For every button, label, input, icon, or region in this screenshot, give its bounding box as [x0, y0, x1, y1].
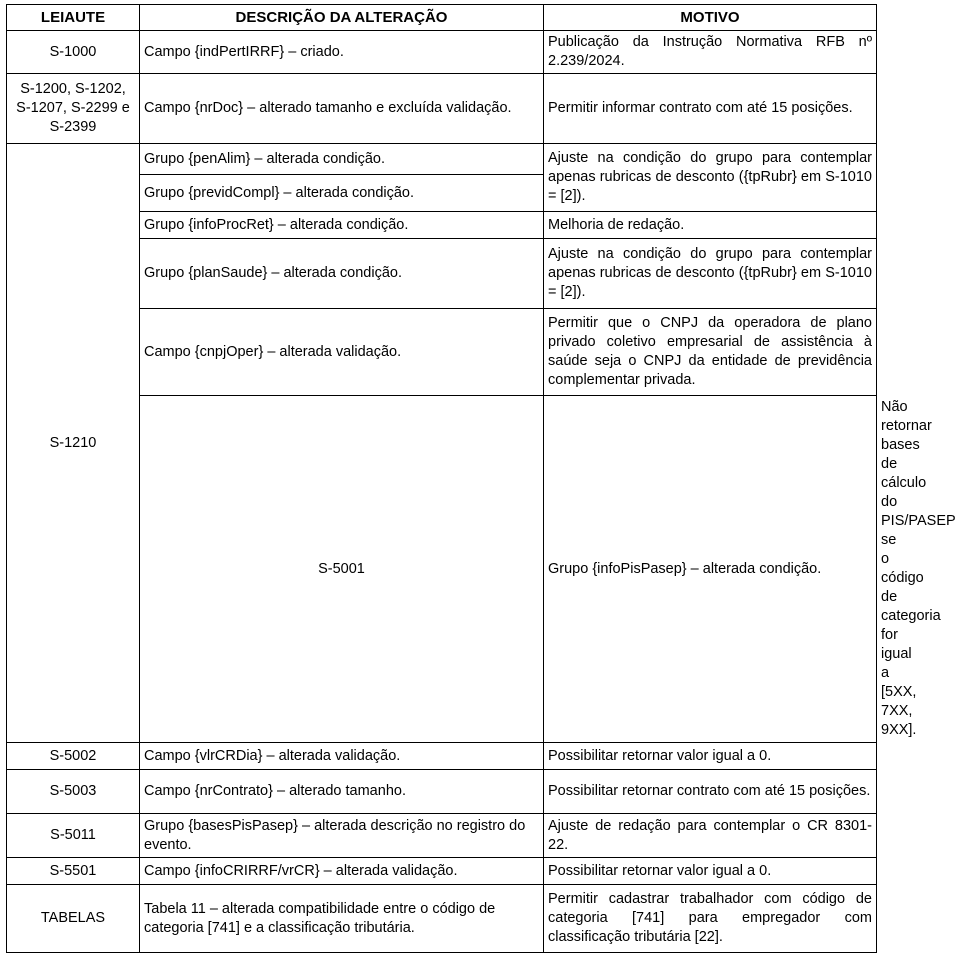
table-row	[7, 885, 877, 953]
table-row	[7, 814, 877, 858]
table-row	[7, 858, 877, 885]
table-row	[7, 743, 877, 770]
descricao-cell: Grupo {infoProcRet} – alterada condição.	[140, 212, 544, 239]
table-row	[7, 770, 877, 814]
descricao-cell: Campo {infoCRIRRF/vrCR} – alterada validação.	[140, 858, 544, 885]
motivo-cell: Permitir cadastrar trabalhador com código de categoria [741] para empregador com classificação tributária [22].	[544, 885, 877, 953]
leiaute-cell: S-5002	[7, 743, 140, 770]
table-row	[7, 144, 877, 175]
motivo-cell: Possibilitar retornar contrato com até 15 posições.	[544, 770, 877, 814]
leiaute-cell: S-1200, S-1202, S-1207, S-2299 e S-2399	[7, 74, 140, 144]
leiaute-cell: S-5003	[7, 770, 140, 814]
motivo-cell: Possibilitar retornar valor igual a 0.	[544, 743, 877, 770]
leiaute-cell: S-1000	[7, 31, 140, 74]
motivo-cell: Ajuste na condição do grupo para contemplar apenas rubricas de desconto ({tpRubr} em S-1010 = [2]).	[544, 239, 877, 309]
header-motivo: MOTIVO	[544, 5, 877, 31]
leiaute-cell: S-5501	[7, 858, 140, 885]
table-row: S-5001 Grupo {infoPisPasep} – alterada condição. Não retornar bases de cálculo do PIS/PASEP se o código de categoria for igual a [5XX, 7XX, 9XX].	[7, 396, 877, 743]
motivo-cell: Publicação da Instrução Normativa RFB nº 2.239/2024.	[544, 31, 877, 74]
changes-table	[6, 4, 956, 953]
motivo-cell: Ajuste na condição do grupo para contemplar apenas rubricas de desconto ({tpRubr} em S-1010 = [2]).	[544, 144, 877, 212]
descricao-cell: Grupo {previdCompl} – alterada condição.	[140, 175, 544, 212]
motivo-cell: Permitir que o CNPJ da operadora de plano privado coletivo empresarial de assistência à saúde seja o CNPJ da entidade de previdência complementar privada.	[544, 309, 877, 396]
motivo-cell: Ajuste de redação para contemplar o CR 8301-22.	[544, 814, 877, 858]
descricao-cell: Grupo {basesPisPasep} – alterada descrição no registro do evento.	[140, 814, 544, 858]
header-descricao: DESCRIÇÃO DA ALTERAÇÃO	[140, 5, 544, 31]
header-leiaute: LEIAUTE	[7, 5, 140, 31]
descricao-cell: Grupo {penAlim} – alterada condição.	[140, 144, 544, 175]
descricao-cell: Campo {nrDoc} – alterado tamanho e excluída validação.	[140, 74, 544, 144]
motivo-cell: Melhoria de redação.	[544, 212, 877, 239]
motivo-cell: Permitir informar contrato com até 15 posições.	[544, 74, 877, 144]
leiaute-cell: S-5001	[140, 396, 544, 743]
header-row	[7, 5, 877, 31]
leiaute-cell: S-1210	[7, 144, 140, 743]
leiaute-cell: TABELAS	[7, 885, 140, 953]
table-row	[7, 31, 877, 74]
descricao-cell: Campo {indPertIRRF} – criado.	[140, 31, 544, 74]
descricao-cell: Tabela 11 – alterada compatibilidade entre o código de categoria [741] e a classificação tributária.	[140, 885, 544, 953]
leiaute-cell: S-5011	[7, 814, 140, 858]
descricao-cell: Grupo {infoPisPasep} – alterada condição.	[544, 396, 877, 743]
descricao-cell: Campo {vlrCRDia} – alterada validação.	[140, 743, 544, 770]
descricao-cell: Grupo {planSaude} – alterada condição.	[140, 239, 544, 309]
descricao-cell: Campo {nrContrato} – alterado tamanho.	[140, 770, 544, 814]
motivo-cell: Possibilitar retornar valor igual a 0.	[544, 858, 877, 885]
descricao-cell: Campo {cnpjOper} – alterada validação.	[140, 309, 544, 396]
table-row	[7, 74, 877, 144]
